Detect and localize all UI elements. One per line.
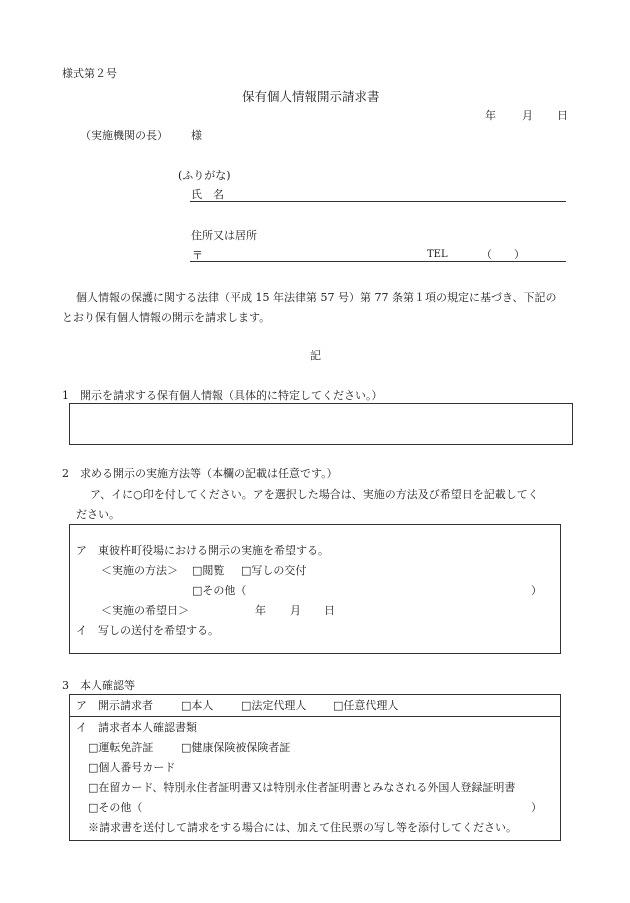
- date-year: 年: [485, 109, 496, 122]
- mynumber-card-checkbox[interactable]: □個人番号カード: [88, 761, 176, 774]
- legal-rep-checkbox[interactable]: □法定代理人: [241, 699, 307, 712]
- intro-line-2: とおり保有個人情報の開示を請求します。: [62, 311, 271, 324]
- intro-line-1: 個人情報の保護に関する法律（平成 15 年法律第 57 号）第 77 条第１項の規定に基づき、下記の: [76, 291, 557, 304]
- method-other-checkbox[interactable]: □その他（: [192, 584, 247, 597]
- identity-divider: [69, 716, 561, 717]
- self-checkbox[interactable]: □本人: [181, 699, 214, 712]
- date-day: 日: [557, 109, 568, 122]
- other-doc-close: ）: [531, 801, 542, 814]
- page-title: 保有個人情報開示請求書: [242, 89, 380, 104]
- form-number: 様式第２号: [62, 67, 117, 80]
- honorific: 様: [191, 129, 202, 142]
- section2-note-1: ア、イに○印を付してください。アを選択した場合は、実施の方法及び希望日を記載してく: [90, 488, 539, 501]
- name-underline[interactable]: [190, 201, 566, 202]
- date-month: 月: [522, 109, 533, 122]
- section3-heading: 3 本人確認等: [62, 679, 135, 692]
- desired-date-label: ＜実施の希望日＞: [101, 604, 189, 617]
- section2-note-2: ださい。: [76, 508, 120, 521]
- tel-area-parens: （ ）: [481, 248, 525, 261]
- section2-heading: 2 求める開示の実施方法等（本欄の記載は任意です。）: [62, 467, 338, 480]
- method-copy-checkbox[interactable]: □写しの交付: [241, 564, 307, 577]
- requested-info-box[interactable]: [69, 403, 573, 445]
- method-view-checkbox[interactable]: □閲覧: [192, 564, 225, 577]
- agency-head: （実施機関の長）: [80, 129, 168, 142]
- residence-card-checkbox[interactable]: □在留カード、特別永住者証明書又は特別永住者証明書とみなされる外国人登録証明書: [88, 781, 516, 794]
- address-underline[interactable]: [190, 261, 566, 262]
- method-label: ＜実施の方法＞: [101, 564, 178, 577]
- ki-marker: 記: [310, 349, 321, 362]
- address-label: 住所又は居所: [191, 229, 257, 242]
- attachment-note: ※請求書を送付して請求をする場合には、加えて住民票の写し等を添付してください。: [88, 821, 517, 834]
- id-docs-label: イ 請求者本人確認書類: [76, 721, 197, 734]
- desired-day[interactable]: 日: [324, 604, 335, 617]
- option-i[interactable]: イ 写しの送付を希望する。: [76, 624, 219, 637]
- other-doc-checkbox[interactable]: □その他（: [88, 801, 143, 814]
- option-a[interactable]: ア 東彼杵町役場における開示の実施を希望する。: [76, 544, 329, 557]
- furigana-label: (ふりがな): [178, 169, 231, 182]
- desired-month[interactable]: 月: [290, 604, 301, 617]
- method-other-close: ）: [531, 584, 542, 597]
- postal-mark: 〒: [192, 249, 203, 262]
- voluntary-rep-checkbox[interactable]: □任意代理人: [333, 699, 399, 712]
- requester-type-label: ア 開示請求者: [76, 699, 153, 712]
- insurance-card-checkbox[interactable]: □健康保険被保険者証: [181, 741, 291, 754]
- desired-year[interactable]: 年: [255, 604, 266, 617]
- drivers-license-checkbox[interactable]: □運転免許証: [88, 741, 154, 754]
- section1-heading: 1 開示を請求する保有個人情報（具体的に特定してください。）: [62, 389, 383, 402]
- name-label: 氏 名: [191, 188, 224, 201]
- tel-label: TEL: [427, 249, 448, 260]
